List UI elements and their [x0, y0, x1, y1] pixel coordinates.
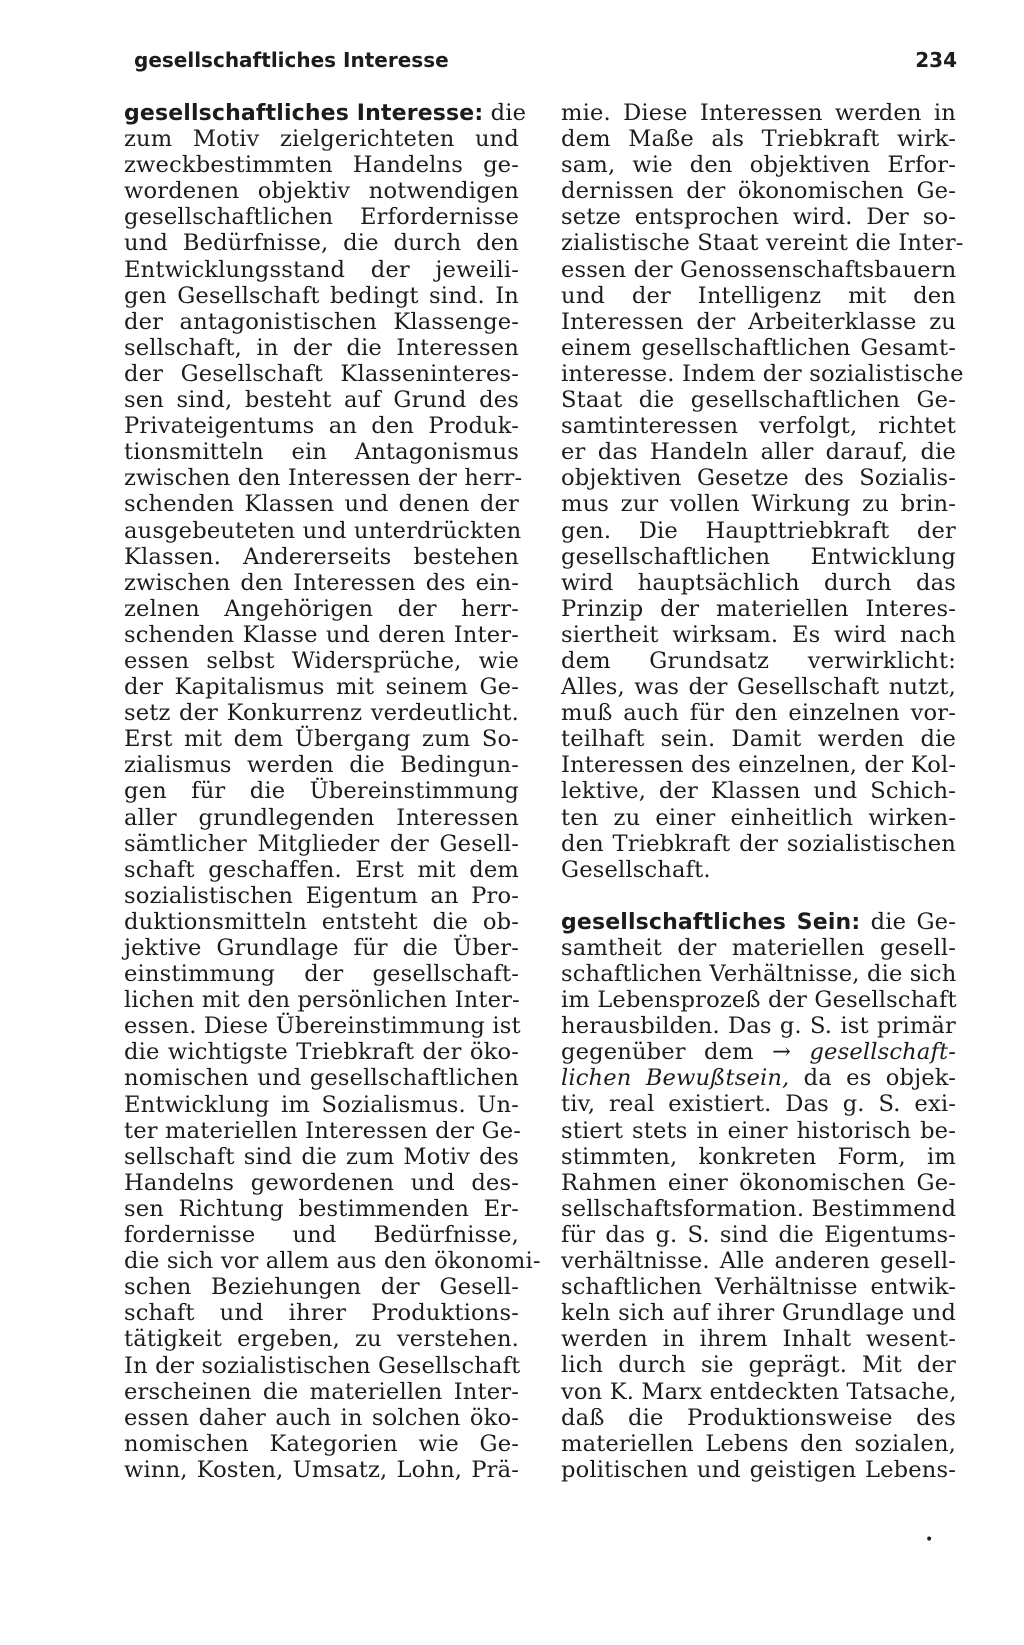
text-line: aller grundlegenden Interessen: [124, 804, 519, 831]
text-line: sellschaftsformation. Bestimmend: [561, 1195, 957, 1222]
text-line: für das g. S. sind die Eigentums-: [561, 1221, 956, 1248]
text-line: er das Handeln aller darauf, die: [561, 439, 956, 466]
text-line: sozialistischen Eigentum an Pro-: [124, 882, 519, 909]
text-line: gesellschaftlichen Entwicklung: [561, 543, 956, 570]
text-line: nomischen Kategorien wie Ge-: [124, 1430, 519, 1457]
text-line: lich durch sie geprägt. Mit der: [561, 1352, 956, 1379]
text-line: zwischen den Interessen der herr-: [124, 465, 523, 492]
entry2-body-b: [561, 1091, 956, 1482]
text-line: tätigkeit ergeben, zu verstehen.: [124, 1326, 519, 1353]
text-line: siertheit wirksam. Es wird nach: [561, 621, 956, 648]
text-line: stiert stets in einer historisch be-: [561, 1117, 956, 1144]
text-line: werden in ihrem Inhalt wesent-: [561, 1326, 956, 1353]
text-line: der Kapitalismus mit seinem Ge-: [124, 674, 519, 701]
text-line: wird hauptsächlich durch das: [561, 569, 956, 596]
text-line: lektive, der Klassen und Schich-: [561, 778, 956, 805]
text-line: setz der Konkurrenz verdeutlicht.: [124, 700, 519, 727]
text-line: schenden Klasse und deren Inter-: [124, 621, 519, 648]
text-line: und der Intelligenz mit den: [561, 282, 956, 309]
text-line: fordernisse und Bedürfnisse,: [124, 1222, 519, 1249]
text-line: Handelns gewordenen und des-: [124, 1169, 519, 1196]
text-line: stimmten, konkreten Form, im: [561, 1143, 956, 1170]
text-line: winn, Kosten, Umsatz, Lohn, Prä-: [124, 1456, 519, 1483]
text-line: nomischen und gesellschaftlichen: [124, 1065, 519, 1092]
text-line: die sich vor allem aus den ökonomi-: [124, 1248, 541, 1275]
text-line: materiellen Lebens den sozialen,: [561, 1430, 956, 1457]
running-head-title: gesellschaftliches Interesse: [134, 48, 449, 72]
text-line: sen Richtung bestimmenden Er-: [124, 1195, 519, 1222]
text-line: schaft geschaffen. Erst mit dem: [124, 856, 519, 883]
text-line: herausbilden. Das g. S. ist primär: [561, 1013, 956, 1040]
text-line: sam, wie den objektiven Erfor-: [561, 152, 956, 179]
text-line: jektive Grundlage für die Über-: [124, 935, 519, 961]
text-line: sellschaft, in der die Interessen: [124, 334, 519, 361]
text-line: tionsmitteln ein Antagonismus: [124, 439, 519, 466]
text-line: zweckbestimmten Handelns ge-: [124, 152, 519, 179]
text-line: ausgebeuteten und unterdrückten: [124, 517, 522, 544]
text-line: daß die Produktionsweise des: [561, 1404, 956, 1431]
text-line: zum Motiv zielgerichteten und: [124, 126, 519, 153]
footer-mark: •: [925, 1532, 934, 1548]
text-line: essen der Genossenschaftsbauern: [561, 256, 957, 283]
text-line: die wichtigste Triebkraft der öko-: [124, 1039, 519, 1066]
text-line: sellschaft sind die zum Motiv des: [124, 1143, 519, 1170]
text-line: essen daher auch in solchen öko-: [124, 1404, 519, 1431]
text-line: gen Gesellschaft bedingt sind. In: [124, 282, 519, 309]
text-line: lichen mit den persönlichen Inter-: [124, 987, 520, 1014]
text-line: schaftlichen Verhältnisse entwik-: [561, 1274, 956, 1301]
text-line: Entwicklung im Sozialismus. Un-: [124, 1091, 519, 1118]
text-line: essen. Diese Übereinstimmung ist: [124, 1013, 521, 1040]
text-line: schen Beziehungen der Gesell-: [124, 1274, 519, 1301]
entry2-first-line: [561, 909, 956, 935]
left-column: [124, 100, 541, 1483]
text-line: muß auch für den einzelnen vor-: [561, 700, 956, 727]
text-line: Erst mit dem Übergang zum So-: [124, 726, 519, 753]
text-line: einstimmung der gesellschaft-: [124, 961, 519, 988]
text-line: der Gesellschaft Klasseninteres-: [124, 360, 519, 387]
text-line: von K. Marx entdeckten Tatsache,: [561, 1378, 957, 1405]
text-line: Prinzip der materiellen Interes-: [561, 595, 956, 622]
text-line: wordenen objektiv notwendigen: [124, 178, 519, 205]
text-line: schaft und ihrer Produktions-: [124, 1300, 519, 1327]
right-column: [561, 100, 964, 1483]
text-line: samtinteressen verfolgt, richtet: [561, 413, 956, 440]
text-line: verhältnisse. Alle anderen gesell-: [561, 1248, 956, 1275]
cross-reference-prefix: gegenüber dem: [561, 1039, 773, 1066]
text-line: politischen und geistigen Lebens-: [561, 1456, 956, 1483]
text-line: den Triebkraft der sozialistischen: [561, 830, 956, 857]
text-line: sämtlicher Mitglieder der Gesell-: [124, 830, 519, 857]
text-line: Privateigentums an den Produk-: [124, 413, 519, 440]
entry2-first-line-text: die Ge-: [870, 908, 956, 935]
cross-reference-link[interactable]: gesellschaft-: [809, 1039, 956, 1066]
entry2-headword: gesellschaftliches Sein:: [561, 909, 861, 935]
cross-reference-link-cont[interactable]: lichen Bewußtsein,: [561, 1065, 790, 1092]
text-line: Interessen des einzelnen, der Kol-: [561, 752, 957, 779]
text-line: objektiven Gesetze des Sozialis-: [561, 465, 956, 492]
text-line: Alles, was der Gesellschaft nutzt,: [561, 674, 956, 701]
text-line: Rahmen einer ökonomischen Ge-: [561, 1169, 956, 1196]
cross-reference-line: [561, 1039, 956, 1065]
text-line: sen sind, besteht auf Grund des: [124, 387, 519, 414]
right-column-continuation: [561, 100, 964, 883]
running-head: [134, 48, 957, 72]
text-line: der antagonistischen Klassenge-: [124, 308, 519, 335]
text-line: mie. Diese Interessen werden in: [561, 100, 956, 126]
entry-first-line: [124, 100, 527, 126]
text-line: Gesellschaft.: [561, 856, 711, 883]
text-line: gen für die Übereinstimmung: [124, 778, 519, 805]
text-line: mus zur vollen Wirkung zu brin-: [561, 491, 956, 518]
text-line: erscheinen die materiellen Inter-: [124, 1378, 519, 1405]
entry-first-line-text: die: [490, 100, 527, 126]
text-line: tiv, real existiert. Das g. S. exi-: [561, 1091, 956, 1118]
text-line: im Lebensprozeß der Gesellschaft: [561, 987, 957, 1014]
text-line: Staat die gesellschaftlichen Ge-: [561, 387, 956, 414]
text-line: Klassen. Andererseits bestehen: [124, 543, 519, 570]
text-line: gesellschaftlichen Erfordernisse: [124, 204, 519, 231]
entry2-body-a: [561, 935, 956, 1039]
text-line: einem gesellschaftlichen Gesamt-: [561, 334, 956, 361]
text-line: Interessen der Arbeiterklasse zu: [561, 308, 956, 335]
text-line: zelnen Angehörigen der herr-: [124, 595, 519, 622]
text-line: Entwicklungsstand der jeweili-: [124, 256, 519, 283]
text-line: dem Grundsatz verwirklicht:: [561, 647, 956, 674]
entry-separator: [561, 883, 956, 909]
text-line: essen selbst Widersprüche, wie: [124, 647, 519, 674]
text-line: ter materiellen Interessen der Ge-: [124, 1117, 522, 1144]
text-line: zialismus werden die Bedingun-: [124, 752, 519, 779]
text-line: ten zu einer einheitlich wirken-: [561, 804, 956, 831]
text-line: In der sozialistischen Gesellschaft: [124, 1352, 521, 1379]
text-line: samtheit der materiellen gesell-: [561, 934, 956, 961]
text-line: duktionsmitteln entsteht die ob-: [124, 908, 519, 935]
cross-reference-after: da es objek-: [789, 1065, 956, 1092]
page-number: 234: [915, 48, 957, 72]
text-line: schenden Klassen und denen der: [124, 491, 519, 518]
text-line: schaftlichen Verhältnisse, die sich: [561, 961, 957, 987]
text-line: teilhaft sein. Damit werden die: [561, 726, 956, 753]
text-line: gen. Die Haupttriebkraft der: [561, 517, 956, 544]
cross-reference-line-2: [561, 1065, 956, 1091]
text-line: dem Maße als Triebkraft wirk-: [561, 126, 956, 153]
text-line: setze entsprochen wird. Der so-: [561, 204, 956, 231]
text-line: dernissen der ökonomischen Ge-: [561, 178, 956, 205]
text-line: keln sich auf ihrer Grundlage und: [561, 1300, 956, 1327]
text-line: zwischen den Interessen des ein-: [124, 569, 519, 596]
text-line: interesse. Indem der sozialistische: [561, 360, 964, 387]
entry-headword: gesellschaftliches Interesse:: [124, 101, 484, 126]
cross-reference-arrow-icon: →: [772, 1039, 792, 1066]
text-line: zialistische Staat vereint die Inter-: [561, 230, 964, 257]
text-line: und Bedürfnisse, die durch den: [124, 230, 519, 257]
